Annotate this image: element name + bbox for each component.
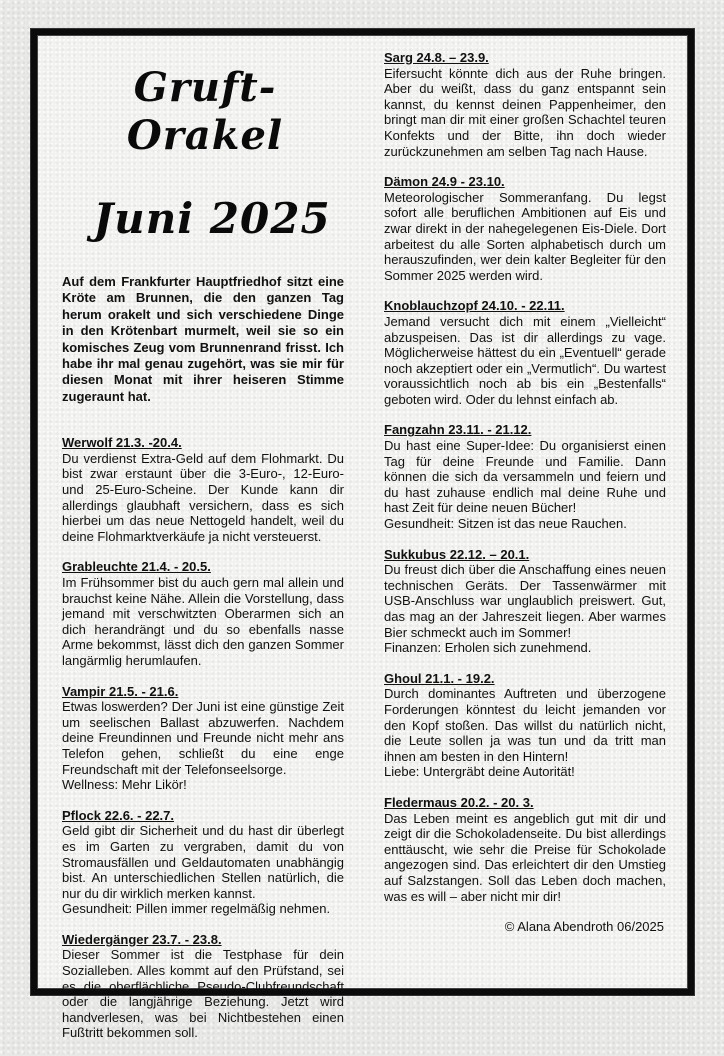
sign-text: Etwas loswerden? Der Juni ist eine günstige Zeit um seelischen Ballast abzuwerfen. Nachdem deine Freundinnen und Freunde nicht mehr ans Telefon gehen, schließt du eine enge Freundschaft mit der Telefonseelsorge. Wellness: Mehr Likör!: [62, 699, 344, 793]
copyright-notice: © Alana Abendroth 06/2025: [504, 919, 664, 935]
sign-text: Eifersucht könnte dich aus der Ruhe bringen. Aber du weißt, dass du ganz entspannt sein kannst, du kennst deinen Pappenheimer, den bringt man dir mit einer großen Schachtel teuren Konfekts und der Bitte, ihn doch wieder zurückzunehmen am selben Tag nach Hause.: [384, 65, 666, 159]
sign-heading: Knoblauchzopf 24.10. - 22.11.: [384, 298, 565, 314]
sign-sukkubus: [384, 547, 666, 656]
sign-heading: Pflock 22.6. - 22.7.: [62, 807, 175, 823]
sign-text: Du hast eine Super-Idee: Du organisierst einen Tag für deine Freunde und Familie. Dann können die sich da versammeln und feiern und du hast zuhause endlich mal deine Ruhe und hast Zeit für deine neuen Bücher! Gesundheit: Sitzen ist das neue Rauchen.: [384, 438, 666, 532]
sign-wiedergaenger: [62, 932, 344, 1041]
left-column: [62, 52, 344, 1056]
sign-heading: Ghoul 21.1. - 19.2.: [384, 670, 495, 686]
sign-heading: Grableuchte 21.4. - 20.5.: [62, 559, 211, 575]
sign-text: Im Frühsommer bist du auch gern mal allein und brauchst keine Nähe. Allein die Vorstellung, dass jemand mit verschwitzten Oberarmen sich an dich herandrängt und du so ebenfalls nasse Arme bekommst, lässt dich den ganzen Sommer langärmlig herumlaufen.: [62, 575, 344, 668]
sign-ghoul: [384, 671, 666, 780]
right-column: [384, 50, 666, 935]
page-title-line2: Juni 2025: [93, 194, 331, 243]
sign-daemon: [384, 174, 666, 283]
sign-text: Geld gibt dir Sicherheit und du hast dir überlegt es im Garten zu vergraben, damit du von Stromausfällen und Geldautomaten unabhängig bist. An unterschiedlichen Stellen natürlich, die nur du dir wirklich merken kannst. Gesundheit: Pillen immer regelmäßig nehmen.: [62, 823, 344, 917]
sign-text: Das Leben meint es angeblich gut mit dir und zeigt dir die Schokoladenseite. Du bist allerdings enttäuscht, wie sehr die Preise für Schokolade angezogen sind. Das erleichtert dir den Umstieg auf Salzstangen. Soll das Leben doch machen, was es will – aber nicht mir dir!: [384, 810, 666, 904]
sign-werwolf: [62, 435, 344, 544]
sign-heading: Dämon 24.9 - 23.10.: [384, 174, 505, 190]
sign-heading: Sukkubus 22.12. – 20.1.: [384, 546, 530, 562]
sign-heading: Werwolf 21.3. -20.4.: [62, 435, 182, 451]
sign-fangzahn: [384, 422, 666, 531]
sign-pflock: [62, 808, 344, 917]
sign-heading: Fangzahn 23.11. - 21.12.: [384, 422, 532, 438]
sign-text: Durch dominantes Auftreten und überzogene Forderungen könntest du leicht jemanden vor den Kopf stoßen. Das willst du natürlich nicht, die Leute sollen ja was tun und da tritt man ihnen am besten in den Hintern! Liebe: Untergräbt deine Autorität!: [384, 686, 666, 780]
sign-text: Du verdienst Extra-Geld auf dem Flohmarkt. Du bist zwar erstaunt über die 3-Euro-, 12-Euro- und 25-Euro-Scheine. Der Kunde kann dir allerdings glaubhaft versichern, dass es sich hierbei um das neue Nettogeld handelt, weil du deine Flohmarktverkäufe ja nicht versteuerst.: [62, 450, 344, 544]
sign-knoblauchzopf: [384, 298, 666, 407]
sign-sarg: [384, 50, 666, 159]
sign-heading: Fledermaus 20.2. - 20. 3.: [384, 794, 534, 810]
sign-fledermaus: [384, 795, 666, 904]
sign-heading: Vampir 21.5. - 21.6.: [62, 683, 179, 699]
intro-text: Auf dem Frankfurter Hauptfriedhof sitzt eine Kröte am Brunnen, die den ganzen Tag herum orakelt und sich verschiedene Dinge in den Krötenbart murmelt, weil sie so ein komisches Zeug vom Brunnenrand frisst. Ich habe ihr mal genau zugehört, was sie mir für diesen Monat mit ihrer heiseren Stimme zugeraunt hat.: [62, 274, 344, 404]
sign-text: Du freust dich über die Anschaffung eines neuen technischen Geräts. Der Tassenwärmer mit USB-Anschluss war unglaublich preiswert. Gut, das mag an der Jahreszeit liegen. Aber warmes Bier schmeckt auch im Sommer! Finanzen: Erholen sich zunehmend.: [384, 562, 666, 656]
sign-heading: Sarg 24.8. – 23.9.: [384, 50, 489, 65]
sign-text: Dieser Sommer ist die Testphase für dein Sozialleben. Alles kommt auf den Prüfstand, sei es die oberflächliche Pseudo-Clubfreundschaft oder die langjährige Beziehung. Jetzt wird handverlesen, was bei Nichtbestehen einen Fußtritt bekommen soll.: [62, 947, 344, 1041]
sign-grableuchte: [62, 559, 344, 668]
sign-vampir: [62, 684, 344, 793]
page-title-line1: Gruft-Orakel: [126, 64, 284, 159]
sign-heading: Wiedergänger 23.7. - 23.8.: [62, 931, 222, 947]
sign-text: Meteorologischer Sommeranfang. Du legst sofort alle beruflichen Ambitionen auf Eis und zwar direkt in der nahegelegenen Eis-Diele. Dort arbeitest du alle Sorten alphabetisch durch um herauszufinden, wer dein kalter Begleiter für den Sommer 2025 werden wird.: [384, 189, 666, 283]
sign-text: Jemand versucht dich mit einem „Vielleicht“ abzuspeisen. Das ist dir allerdings zu vage. Möglicherweise hättest du ein „Eventuell“ gerade noch akzeptiert oder ein „Vermutlich“. Du wartest voraussichtlich noch ab bis ein „Bestenfalls“ geboten wird. Oder du lehnst einfach ab.: [384, 313, 666, 407]
